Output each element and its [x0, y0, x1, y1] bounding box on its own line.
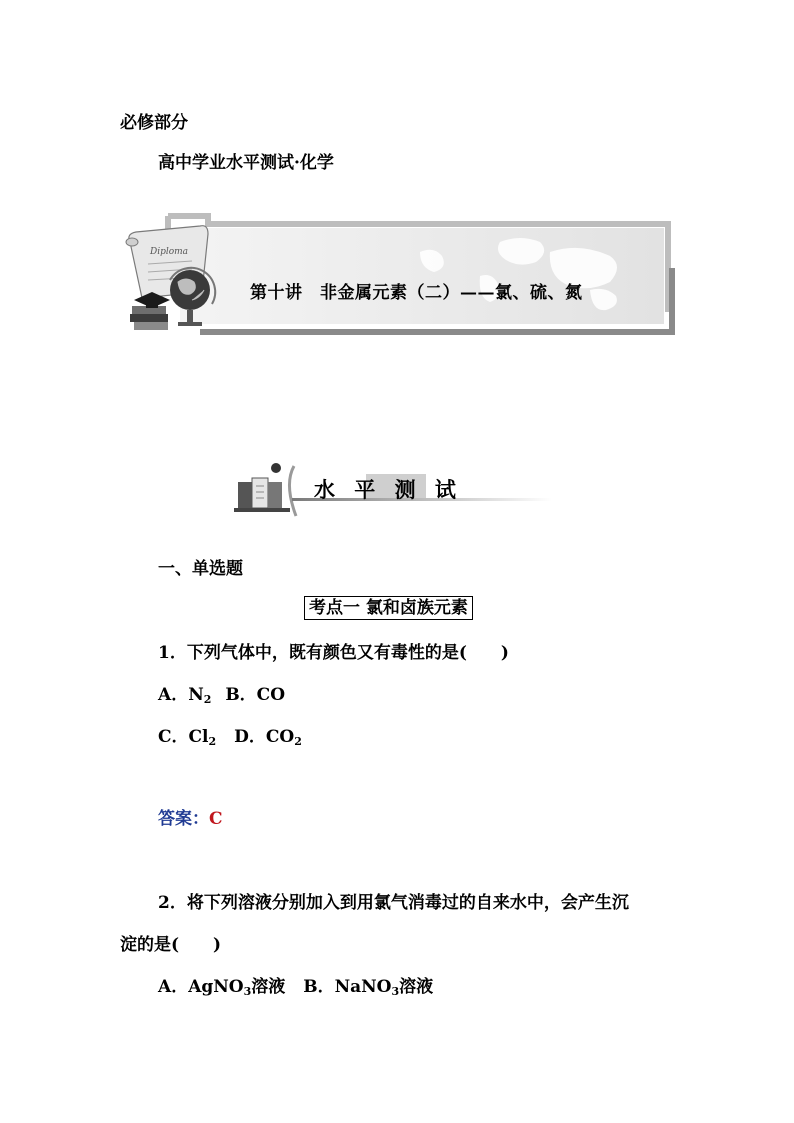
q1-option-d: D．$CO_2$ — [234, 727, 302, 748]
q2-stem-line1: 2．将下列溶液分别加入到用氯气消毒过的自来水中，会产生沉 — [158, 893, 629, 913]
diploma-text: Diploma — [150, 247, 189, 257]
section-banner-label: 水 平 测 试 — [314, 478, 462, 502]
q2-option-b: B．NaNO$_3$溶液 — [303, 977, 434, 998]
section-heading: 一、单选题 — [158, 559, 243, 579]
answer-value: C — [209, 809, 223, 829]
topic-box: 考点一 氯和卤族元素 — [304, 596, 473, 620]
part-label: 必修部分 — [120, 113, 188, 133]
q1-options-ab — [158, 680, 285, 706]
q2-options-ab — [158, 972, 433, 998]
q1-option-b: B．CO — [225, 685, 286, 705]
books-stack-icon — [234, 463, 290, 512]
lecture-title: 第十讲 非金属元素（二）——氯、硫、氮 — [250, 283, 583, 303]
q1-answer — [158, 804, 223, 829]
lecture-banner — [120, 212, 682, 338]
q2-stem-line2: 淀的是( ) — [120, 935, 222, 955]
q1-option-c: C．$Cl_2$ — [158, 727, 217, 748]
answer-label: 答案： — [158, 809, 209, 829]
books-icon — [130, 292, 170, 330]
book-title: 高中学业水平测试·化学 — [158, 153, 334, 173]
q2-option-a: A．AgNO$_3$溶液 — [158, 977, 286, 998]
q1-option-a: A．$N_2$ — [158, 685, 212, 706]
q1-stem: 1．下列气体中，既有颜色又有毒性的是( ) — [158, 643, 509, 663]
q1-options-cd — [158, 722, 302, 748]
